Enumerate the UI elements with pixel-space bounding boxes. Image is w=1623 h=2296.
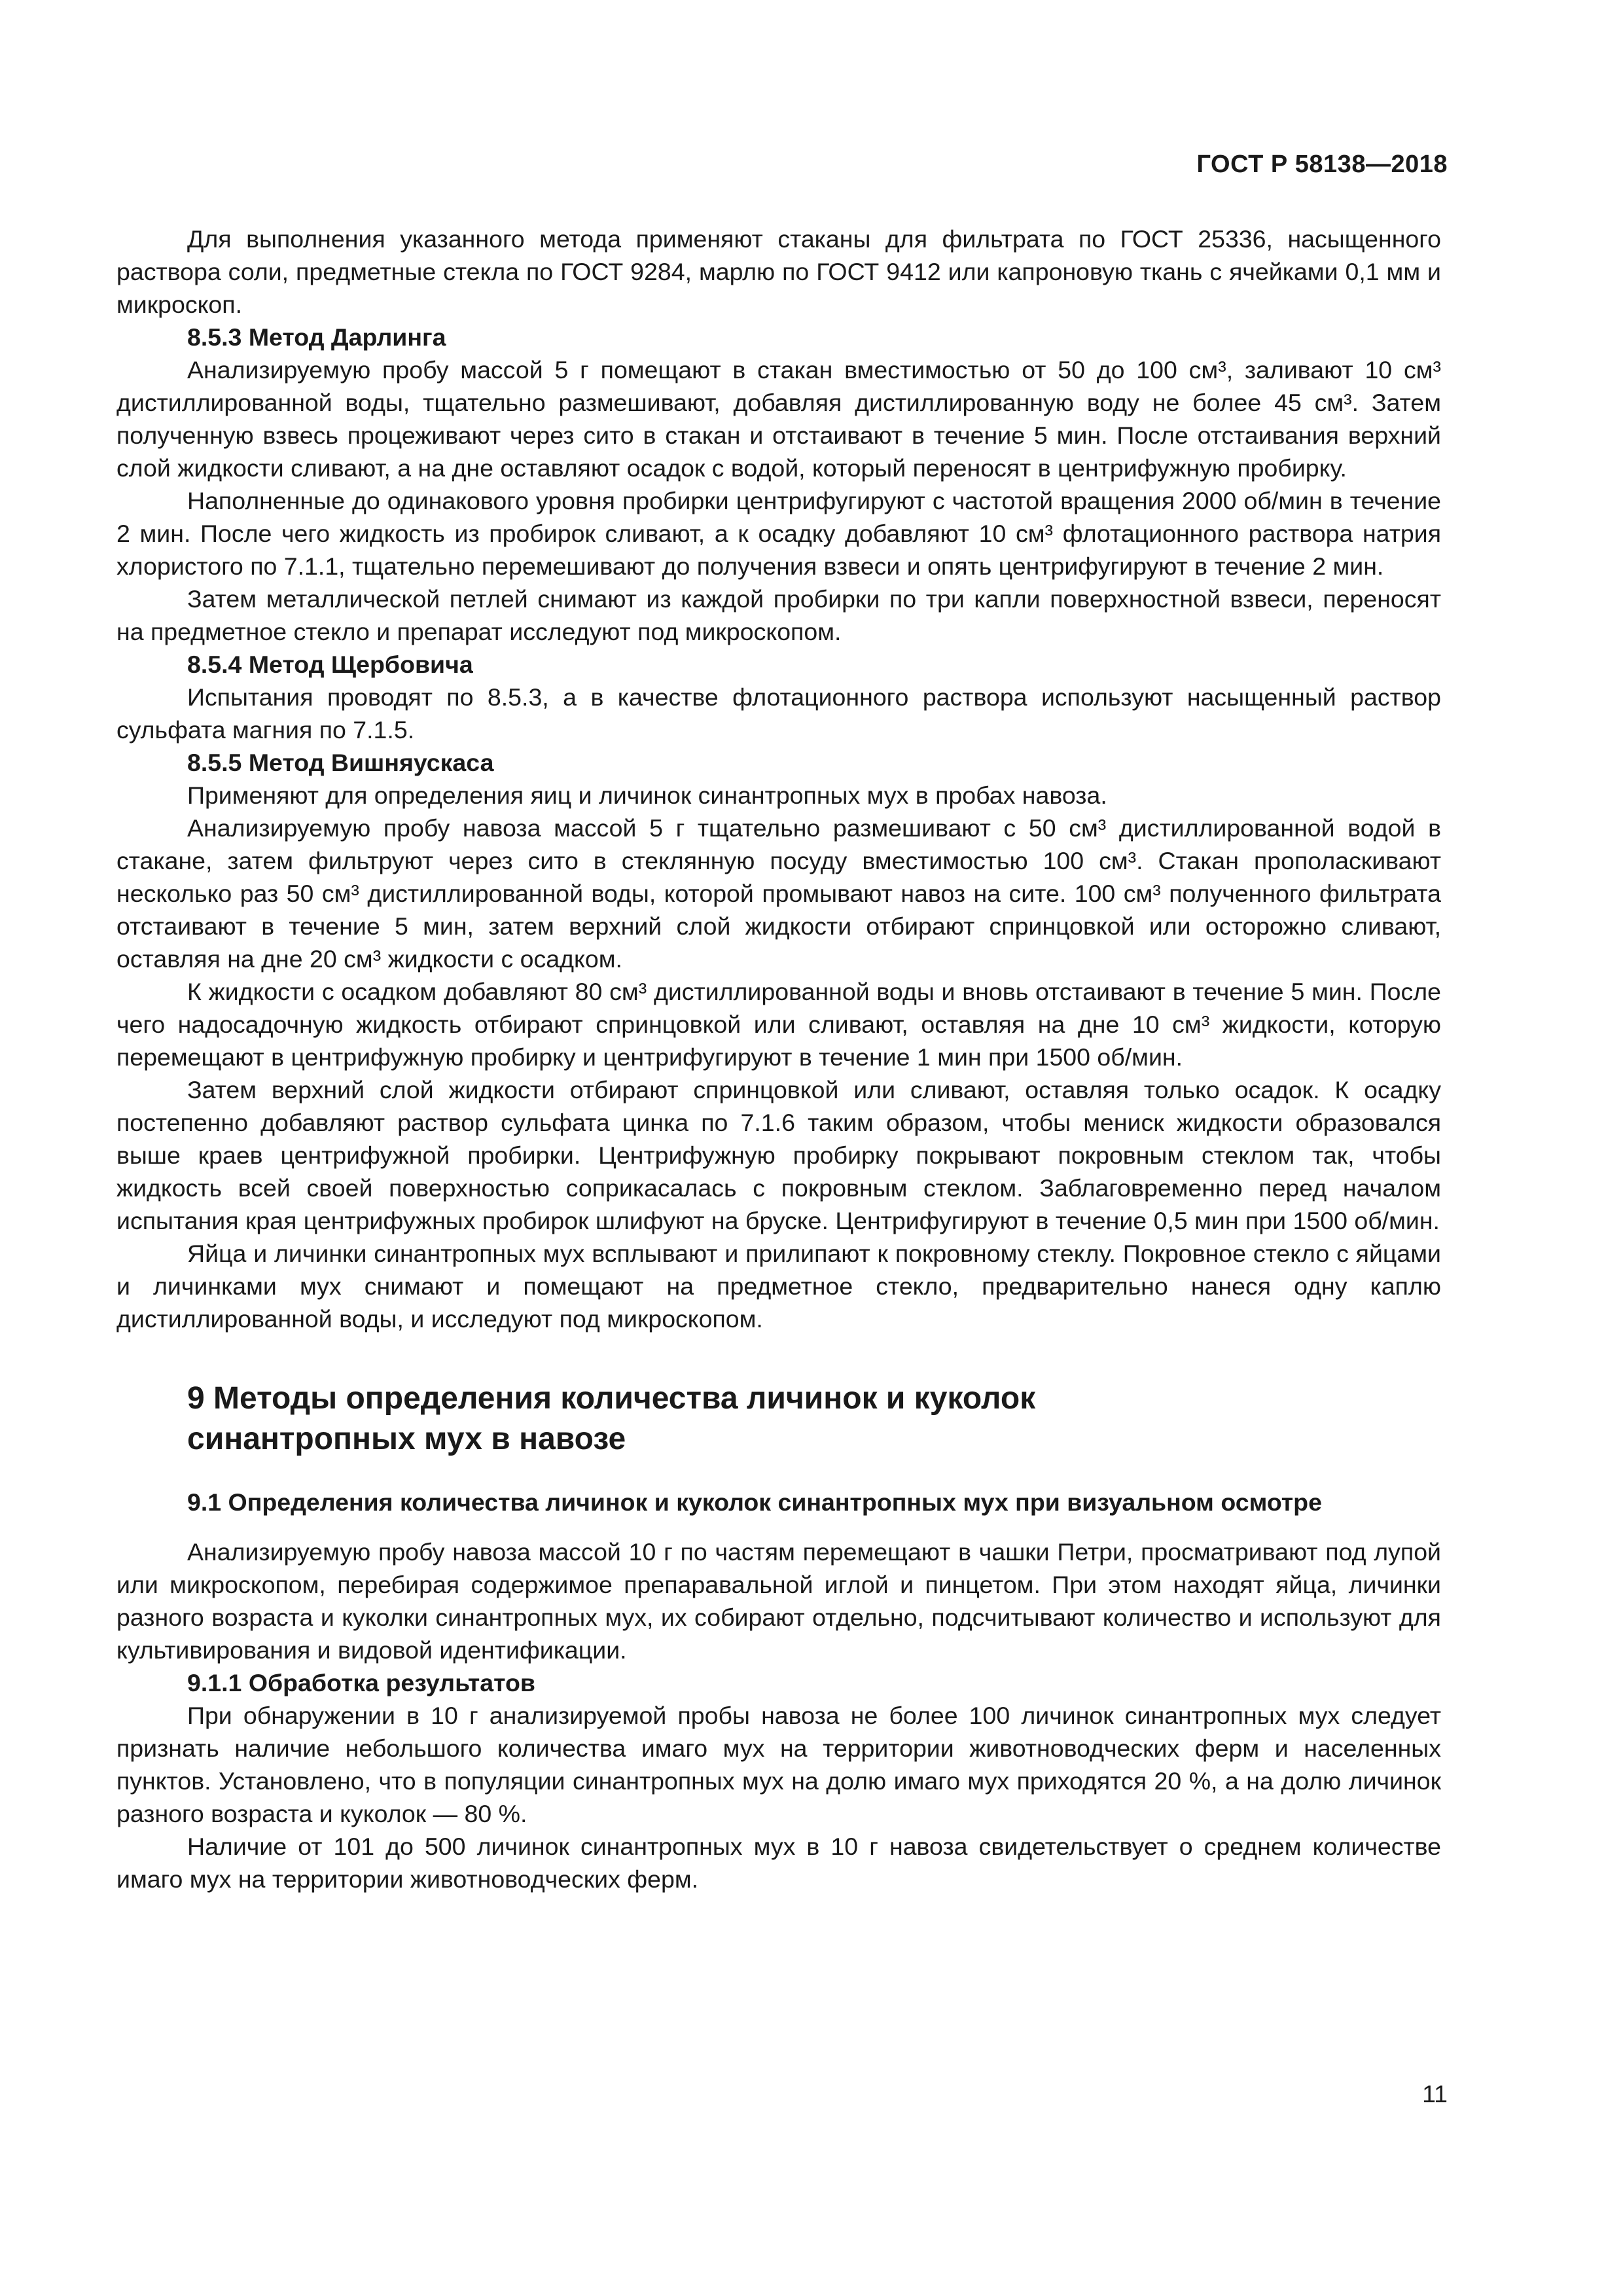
subsection-heading-9-1-1: 9.1.1 Обработка результатов (187, 1669, 535, 1696)
paragraph: Яйца и личинки синантропных мух всплывают и прилипают к покровному стеклу. Покровное стекло с яйцами и личинками мух снимают и помещают на предметное стекло, предварительно нанеся одну каплю дистиллированной воды, и исследуют под микроскопом. (116, 1240, 1441, 1333)
section-heading-9 (116, 1378, 1441, 1460)
paragraph: Анализируемую пробу навоза массой 10 г по частям перемещают в чашки Петри, просматривают под лупой или микроскопом, перебирая содержимое препаравальной иглой и пинцетом. При этом находят яйца, личинки разного возраста и куколки синантропных мух, их собирают отдельно, подсчитывают количество и используют для культивирования и видовой идентификации. (116, 1538, 1441, 1664)
page-number: 11 (1422, 2080, 1448, 2108)
subsection-heading-8-5-4: 8.5.4 Метод Щербовича (187, 651, 473, 678)
paragraph: Анализируемую пробу навоза массой 5 г тщательно размешивают с 50 см³ дистиллированной водой в стакане, затем фильтруют через сито в стеклянную посуду вместимостью 100 см³. Стакан прополаскивают несколько раз 50 см³ дистиллированной воды, которой промывают навоз на сите. 100 см³ полученного фильтрата отстаивают в течение 5 мин, затем верхний слой жидкости отбирают спринцовкой или осторожно сливают, оставляя на дне 20 см³ жидкости с осадком. (116, 814, 1441, 973)
section-heading-line-2: синантропных мух в навозе (187, 1422, 626, 1456)
subsection-heading-8-5-3: 8.5.3 Метод Дарлинга (187, 323, 446, 351)
document-body (116, 223, 1441, 1895)
paragraph: При обнаружении в 10 г анализируемой пробы навоза не более 100 личинок синантропных мух следует признать наличие небольшого количества имаго мух на территории животноводческих ферм и населенных пунктов. Установлено, что в популяции синантропных мух на долю имаго мух приходятся 20 %, а на долю личинок разного возраста и куколок — 80 %. (116, 1702, 1441, 1827)
paragraph: Затем металлической петлей снимают из каждой пробирки по три капли поверхностной взвеси, переносят на предметное стекло и препарат исследуют под микроскопом. (116, 585, 1441, 645)
paragraph: Наличие от 101 до 500 личинок синантропных мух в 10 г навоза свидетельствует о среднем количестве имаго мух на территории животноводческих ферм. (116, 1833, 1441, 1893)
section-heading-line-1: 9 Методы определения количества личинок и куколок (187, 1381, 1036, 1416)
paragraph: Испытания проводят по 8.5.3, а в качестве флотационного раствора используют насыщенный раствор сульфата магния по 7.1.5. (116, 683, 1441, 744)
subsection-heading-8-5-5: 8.5.5 Метод Вишняускаса (187, 749, 494, 776)
paragraph: Затем верхний слой жидкости отбирают спринцовкой или сливают, оставляя только осадок. К осадку постепенно добавляют раствор сульфата цинка по 7.1.6 таким образом, чтобы мениск жидкости образовался выше краев центрифужной пробирки. Центрифужную пробирку покрывают покровным стеклом так, чтобы жидкость всей своей поверхностью соприкасалась с покровным стеклом. Заблаговременно перед началом испытания края центрифужных пробирок шлифуют на бруске. Центрифугируют в течение 0,5 мин при 1500 об/мин. (116, 1076, 1441, 1234)
paragraph: Наполненные до одинакового уровня пробирки центрифугируют с частотой вращения 2000 об/мин в течение 2 мин. После чего жидкость из пробирок сливают, а к осадку добавляют 10 см³ флотационного раствора натрия хлористого по 7.1.1, тщательно перемешивают до получения взвеси и опять центрифугируют в течение 2 мин. (116, 487, 1441, 580)
document-header: ГОСТ Р 58138—2018 (1196, 151, 1448, 178)
paragraph: Применяют для определения яиц и личинок синантропных мух в пробах навоза. (187, 781, 1107, 809)
subsection-heading-9-1: 9.1 Определения количества личинок и куколок синантропных мух при визуальном осмотре (187, 1488, 1322, 1516)
paragraph: Анализируемую пробу массой 5 г помещают в стакан вместимостью от 50 до 100 см³, заливают 10 см³ дистиллированной воды, тщательно размешивают, добавляя дистиллированную воду не более 45 см³. Затем полученную взвесь процеживают через сито в стакан и отстаивают в течение 5 мин. После отстаивания верхний слой жидкости сливают, а на дне оставляют осадок с водой, который переносят в центрифужную пробирку. (116, 356, 1441, 482)
paragraph: Для выполнения указанного метода применяют стаканы для фильтрата по ГОСТ 25336, насыщенного раствора соли, предметные стекла по ГОСТ 9284, марлю по ГОСТ 9412 или капроновую ткань с ячейками 0,1 мм и микроскоп. (116, 225, 1441, 318)
paragraph: К жидкости с осадком добавляют 80 см³ дистиллированной воды и вновь отстаивают в течение 5 мин. После чего надосадочную жидкость отбирают спринцовкой или сливают, оставляя на дне 10 см³ жидкости, которую перемещают в центрифужную пробирку и центрифугируют в течение 1 мин при 1500 об/мин. (116, 978, 1441, 1071)
